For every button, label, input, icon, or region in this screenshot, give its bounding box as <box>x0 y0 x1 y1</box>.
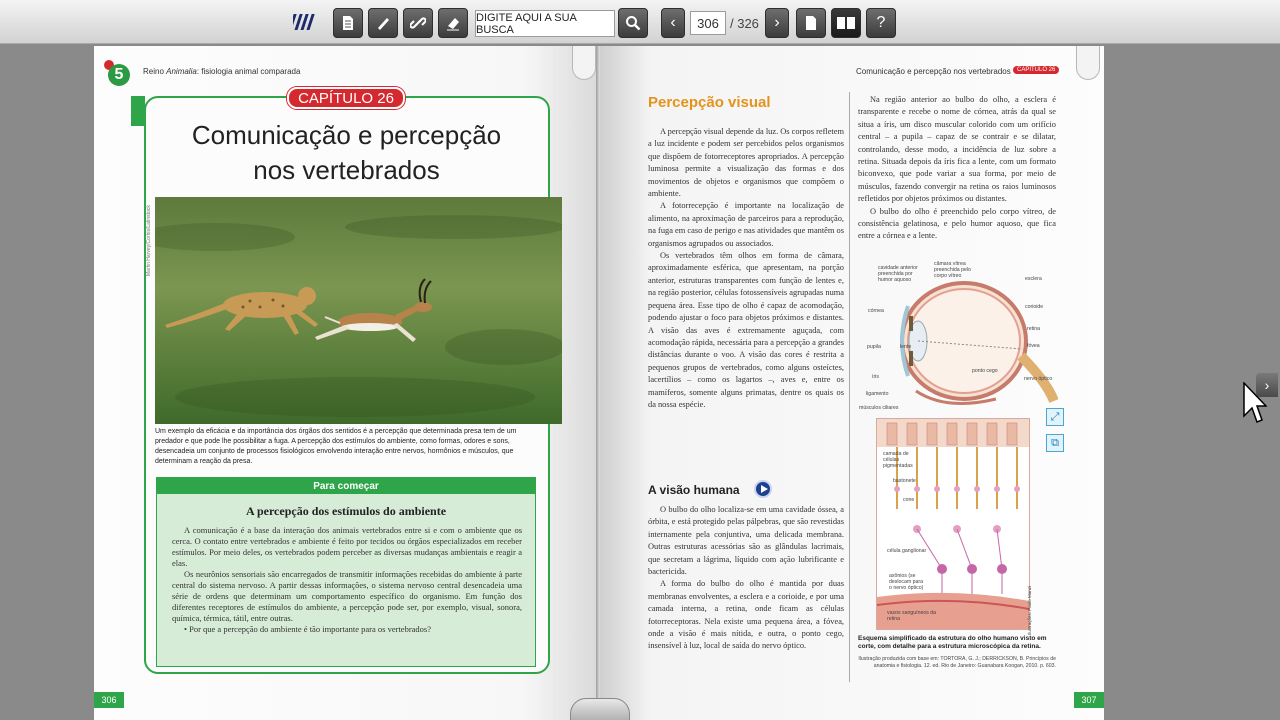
column-2: Na região anterior ao bulbo do olho, a esclera é transparente e recebe o nome de córnea, atrás da qual se situa a íris, um disco muscular colorido com um orifício central – a pupila – capaz de se contrair e se dilatar, controlando, desse modo, a incidência de luz sobre a retina. Situada depois da íris fica a lente, com um formato biconvexo, que pode variar a sua forma, por meio de músculos, fazendo convergir na retina os raios luminosos refletidos por objetos próximos ou distantes. O bulbo do olho é preenchido pelo corpo vítreo, de consistência gelatinosa, e pelo humor aquoso, que fica entre a córnea e a lente. <box>858 95 1056 241</box>
double-page-icon[interactable] <box>831 8 861 38</box>
label-nervo: nervo óptico <box>1024 376 1053 382</box>
play-video-icon[interactable] <box>754 480 772 498</box>
unit-number: 5 <box>108 64 130 86</box>
column-1-bottom: O bulbo do olho localiza-se em uma cavidade óssea, a órbita, e está protegido pelas pálpebras, que são revestidas internamente pela conjuntiva, uma delicada membrana. Outras estruturas acessórias são as glândulas lacrimais, que secretam a lágrima, líquido com ação lubrificante e bactericida. A forma do bulbo do olho é mantida por duas membranas envolventes, a esclera e a corioide, e por uma camada interna, a retina, onde ficam as células fotorreceptoras. Nela existe uma pequena área, a fóvea, onde a visão é mais nítida, e outra, o ponto cego, insensível à luz, local de saída do nervo óptico. <box>648 505 844 651</box>
label-ponto-cego: ponto cego <box>972 368 998 374</box>
label-camada: camada de células pigmentadas <box>883 451 913 469</box>
box-header: Para começar <box>157 478 535 494</box>
single-page-icon[interactable] <box>796 8 826 38</box>
running-head-right: Comunicação e percepção nos vertebrados <box>856 67 1011 76</box>
subheading: A visão humana <box>648 483 740 497</box>
running-head: Reino Animalia: fisiologia animal comparada <box>143 67 301 76</box>
column-rule <box>849 92 850 682</box>
page-total: / 326 <box>730 16 759 31</box>
chapter-title: Comunicação e percepção nos vertebrados <box>191 120 502 185</box>
highlighter-icon[interactable] <box>368 8 398 38</box>
label-musculos: músculos ciliares <box>859 405 899 411</box>
toolbar <box>0 0 1280 44</box>
label-fovea: fóvea <box>1027 343 1040 349</box>
cheetah-gazelle-photo <box>155 197 562 424</box>
label-iris: íris <box>872 374 879 380</box>
page-number-input[interactable]: 306 <box>690 11 726 35</box>
green-tab <box>131 96 145 126</box>
label-ligamento: ligamento <box>866 391 889 397</box>
thumbnails-toggle-button[interactable] <box>570 698 630 720</box>
chapter-label: CAPÍTULO 26 <box>287 87 405 109</box>
expand-icon[interactable]: ⧉ <box>1046 434 1064 452</box>
label-pupila: pupila <box>867 344 881 350</box>
chapter-pill: CAPÍTULO 26 <box>1013 66 1059 74</box>
left-page <box>94 46 599 720</box>
right-page <box>600 46 1104 720</box>
next-page-arrow[interactable]: › <box>1256 373 1278 397</box>
box-text: A comunicação é a base da interação dos animais vertebrados entre si e com o ambiente que os cerca. O contato entre vertebrados e ambiente é feito por tecidos ou órgãos especializados em receber estímulos. Por meio deles, os vertebrados podem perceber as diversas mudanças ambientais e reagir a elas. Os neurônios sensoriais são encarregados de transmitir informações recebidas do ambiente à parte central do sistema nervoso. A partir dessas informações, o sistema nervoso central desencadeia uma série de ordens que determinam um comportamento específico do organismo. Em função dos diferentes receptores de estímulos do ambiente, a percepção pode ser, por exemplo, visual, sonora, química, térmica, tátil, entre outras. • Por que a percepção do ambiente é tão importante para os vertebrados? <box>172 525 522 634</box>
prev-page-icon[interactable]: ‹ <box>661 8 685 38</box>
next-page-icon[interactable]: › <box>765 8 789 38</box>
box-title: A percepção dos estímulos do ambiente <box>245 504 447 518</box>
label-axonios: axônios (se deslocam para o nervo óptico) <box>889 573 924 591</box>
label-camara: câmara vítrea preenchida pelo corpo vítreo <box>934 261 971 279</box>
library-logo-icon[interactable] <box>293 10 321 34</box>
zoom-icon[interactable]: ⤢ <box>1046 408 1064 426</box>
bookmark-tab[interactable] <box>572 46 596 80</box>
illustration-credit: Ilustrações: Paulo Manzi <box>1027 586 1032 636</box>
para-comecar-box <box>156 477 536 667</box>
label-retina: retina <box>1027 326 1040 332</box>
photo-credit: Martin Harvey/Corbis/Latinstock <box>146 205 152 276</box>
page-icon[interactable] <box>333 8 363 38</box>
label-cavidade: cavidade anterior preenchida por humor aquoso <box>878 265 918 283</box>
page-number-left: 306 <box>94 692 124 708</box>
diagram-source: Ilustração produzida com base em: TORTORA, G. J.; DERRICKSON, B. Princípios de anatomia e fisiologia. 12. ed. Rio de Janeiro: Guanabara Koogan, 2010. p. 603. <box>858 656 1056 669</box>
label-esclera: esclera <box>1025 276 1042 282</box>
diagram-caption: Esquema simplificado da estrutura do olho humano visto em corte, com detalhe para a estrutura microscópica da retina. <box>858 635 1047 650</box>
label-vasos: vasos sanguíneos da retina <box>887 610 937 622</box>
photo-caption: Um exemplo da eficácia e da importância dos órgãos dos sentidos é a percepção que determinada presa tem de um predador e que pode lhe possibilitar a fuga. A percepção dos estímulos do ambiente, como formas, odores e sons, desencadeia um conjunto de processos fisiológicos envolvendo interação entre nervos, hormônios e músculos, que determinam a reação da presa. <box>155 428 517 465</box>
page-number-right: 307 <box>1074 692 1104 708</box>
eraser-icon[interactable] <box>438 8 468 38</box>
label-lente: lente <box>900 344 912 350</box>
eye-diagram <box>856 261 1058 411</box>
column-1-top: A percepção visual depende da luz. Os corpos refletem a luz incidente e podem ser percebidos pelos organismos que dispõem de fotorreceptores apropriados. A percepção luminosa permite a visualização das formas e dos movimentos de objetos e organismos que compõem o ambiente. A fotorrecepção é importante na localização de alimento, na aproximação de parceiros para a reprodução, na fuga em caso de perigo e nas atividades que mantêm os organismos agrupados ou associados. Os vertebrados têm olhos em forma de câmara, aproximadamente esférica, que apresentam, na porção anterior, estruturas transparentes com função de lentes e, na região posterior, células fotossensíveis agrupadas numa pequena área. Esse tipo de olho é capaz de acomodação, podendo ajustar o foco para objetos próximos e distantes. A visão das aves é extremamente aguçada, com acomodação rápida, necessária para a percepção a grandes distâncias durante o voo. A visão das cores é restrita a pequenos grupos de vertebrados, como alguns osteíctes, lacertílios – como os lagartos –, aves e, entre os mamíferos, somente alguns primatas, dentre os quais os da nossa espécie. <box>648 127 844 409</box>
help-icon[interactable]: ? <box>866 8 896 38</box>
label-bastonete: bastonete <box>893 478 916 484</box>
label-ganglionar: célula ganglionar <box>887 548 927 554</box>
label-corioide: corioide <box>1025 304 1044 310</box>
mouse-cursor-icon <box>1243 382 1267 426</box>
bookmark-tab-right[interactable] <box>1076 46 1100 80</box>
section-heading: Percepção visual <box>648 94 771 111</box>
retina-cells-diagram <box>876 418 1030 630</box>
link-icon[interactable] <box>403 8 433 38</box>
label-cornea: córnea <box>868 308 884 314</box>
label-cone: cone <box>903 497 915 503</box>
search-input[interactable]: DIGITE AQUI A SUA BUSCA <box>475 10 615 37</box>
search-icon[interactable] <box>618 8 648 38</box>
